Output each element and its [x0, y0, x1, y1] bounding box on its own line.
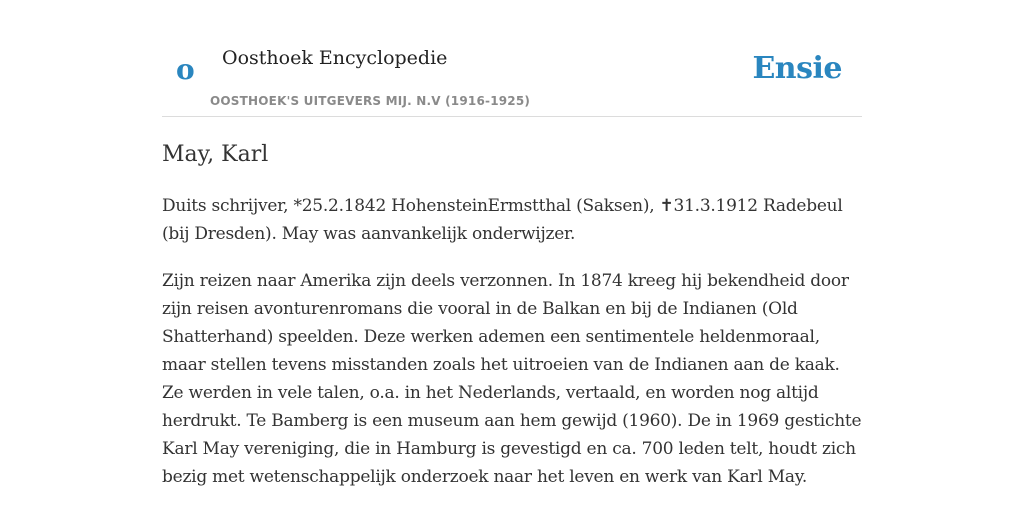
article — [162, 136, 862, 510]
article-paragraph: Duits schrijver, *25.2.1842 HohensteinErmstthal (Saksen), ✝31.3.1912 Radebeul (bij Dresden). May was aanvankelijk onderwijzer. — [162, 196, 843, 244]
publisher-label: OOSTHOEK'S UITGEVERS MIJ. N.V (1916-1925) — [210, 94, 531, 108]
article-paragraph: Zijn reizen naar Amerika zijn deels verzonnen. In 1874 kreeg hij bekendheid door zijn reisen avonturenromans die vooral in de Balkan en bij de Indianen (Old Shatterhand) speelden. Deze werken ademen een sentimentele heldenmoraal, maar stellen tevens misstanden zoals het uitroeien van de Indianen aan de kaak. Ze werden in vele talen, o.a. in het Nederlands, vertaald, en worden nog altijd herdrukt. Te Bamberg is een museum aan hem gewijd (1960). De in 1969 gestichte Karl May vereniging, die in Hamburg is gevestigd en ca. 700 leden telt, houdt zich bezig met wetenschappelijk onderzoek naar het leven en werk van Karl May. — [162, 271, 862, 487]
source-header — [162, 0, 862, 117]
ensie-logo-link[interactable]: Ensie — [752, 51, 842, 86]
source-logo[interactable]: o — [176, 53, 195, 86]
entry-title: May, Karl — [162, 142, 269, 167]
source-title-link[interactable]: Oosthoek Encyclopedie — [222, 47, 448, 69]
